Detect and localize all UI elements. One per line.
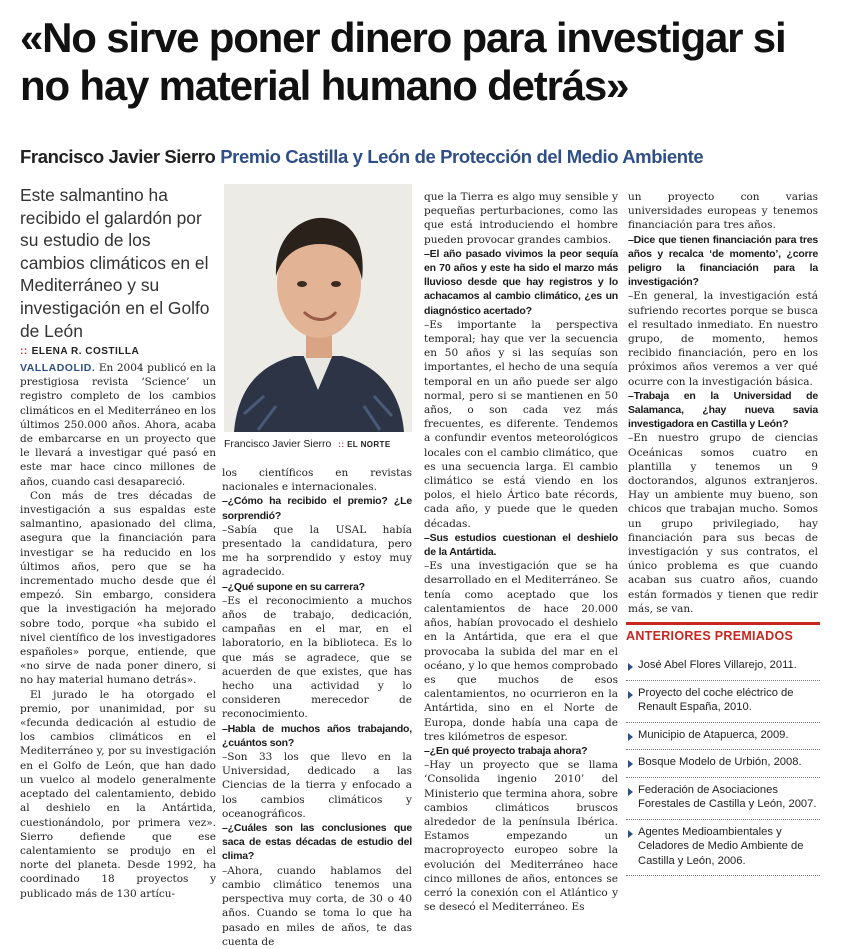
paragraph: El jurado le ha otorgado el premio, por unanimidad, por su «fecunda dedicación al estudio de los cambios climáticos en el Mediterráneo y, por su investigación en el Golfo de León, que han dado un vuelco al modelo generalmente aceptado del calentamiento, debido al deshielo en la Antártida, cuestionándolo, por primera vez». Sierro defiende que ese calentamiento se produjo en el norte del planeta. Desde 1992, ha coordinado 18 proyectos y publicado más de 130 artícu- [20,688,216,900]
portrait-photo [224,184,412,432]
interview-answer: –En nuestro grupo de ciencias Oceánicas somos cuatro en plantilla y tenemos un 9 doctorandos, algunos extranjeros. Hay un ambiente muy bueno, son chicos que trabajan mucho. Somos un grupo privilegiado, hay financiación para sus becas de investigación y sus contratos, el único problema es que cuando acaban sus cuatro años, cuando están formados y tienen que redir más, se van. [628,432,818,615]
interview-answer: –Es el reconocimiento a muchos años de trabajo, dedicación, campañas en el mar, en el laboratorio, en la biblioteca. Es lo que más se agradece, que se acuerden de que existes, que has hecho una actividad y lo consideren merecedor de reconocimiento. [222,594,412,721]
separator-icon: :: [20,346,28,357]
photo-credit: EL NORTE [347,440,391,449]
interview-answer: –Ahora, cuando hablamos del cambio climático tenemos una perspectiva muy corta, de 30 o 40 años. Cuando se toma lo que ha pasado en miles de años, te das cuenta de [222,864,412,948]
winner-item: Proyecto del coche eléctrico de Renault España, 2010. [626,681,820,723]
winner-item: Federación de Asociaciones Forestales de Castilla y León, 2007. [626,778,820,820]
interview-question: –¿En qué proyecto trabaja ahora? [424,744,588,757]
winner-item: Bosque Modelo de Urbión, 2008. [626,750,820,778]
interview-question: –¿Cuáles son las conclusiones que saca de estas décadas de estudio del clima? [222,822,412,863]
interview-answer: –Sabía que la USAL había presentado la candidatura, pero me ha sorprendido y estoy muy agradecido. [222,523,412,579]
sidebar-title: ANTERIORES PREMIADOS [626,622,820,643]
previous-winners-sidebar [626,622,820,876]
author-line [20,346,220,357]
deck-summary: Este salmantino ha recibido el galardón por su estudio de los cambios climáticos en el Mediterráneo y su investigación en el Golfo de León [20,185,210,341]
interview-question: –Dice que tienen financiación para tres años y recalca ‘de momento’, ¿corre peligro la financiación para la investigación? [628,233,818,289]
winner-item: Agentes Medioambientales y Celadores de Medio Ambiente de Castilla y León, 2006. [626,820,820,877]
article-column-1 [20,361,216,901]
byline-name: Francisco Javier Sierro [20,146,216,167]
interview-answer: –Son 33 los que llevo en la Universidad, dedicado a las Ciencias de la tierra y enfocado a los cambios climáticos y oceanográficos. [222,751,412,820]
winner-item: José Abel Flores Villarejo, 2011. [626,653,820,681]
interview-question: –¿Cómo ha recibido el premio? ¿Le sorprendió? [222,495,412,522]
interview-question: –Habla de muchos años trabajando, ¿cuántos son? [222,722,412,749]
paragraph: Con más de tres décadas de investigación a sus espaldas este salmantino, apasionado del clima, asegura que la financiación para investigar se ha reducido en los últimos años, pero que se ha incrementado mucho desde que él empezó. Sin embargo, considera que la investigación ha mejorado sobre todo, porque «ha subido el nivel científico de los investigadores españoles» porque, entiende, que «no sirve de nada poner dinero, si no hay material humano detrás». [20,489,216,687]
paragraph: un proyecto con varias universidades europeas y tenemos financiación para tres años. [628,191,818,232]
byline-award: Premio Castilla y León de Protección del Medio Ambiente [220,146,704,167]
article-column-4 [628,190,818,615]
dateline: VALLADOLID. [20,362,96,374]
photo-caption [224,438,412,450]
author-name: ELENA R. COSTILLA [31,346,140,357]
interview-question: –Trabaja en la Universidad de Salamanca, ¿hay nueva savia investigadora en Castilla y León? [628,389,818,431]
interview-answer: –Es importante la perspectiva temporal; hay que ver la secuencia en 50 años y si las sequías son importantes, el hecho de una sequía temporal en un año puede ser algo normal, pero si se mantienen en 50 años, o son cada vez más frecuentes, es diferente. Tendemos a confundir eventos meteorológicos locales con el cambio climático, que es una secuencia larga. El cambio climático se está viendo en los polos, el hielo Ártico bate récords, cada año, y puede que le queden décadas. [424,318,618,530]
interview-question: –¿Qué supone en su carrera? [222,580,365,593]
interview-question: –Sus estudios cuestionan el deshielo de la Antártida. [424,531,618,559]
portrait-image [224,184,412,432]
paragraph: que la Tierra es algo muy sensible y pequeñas perturbaciones, como las que está introduciendo el hombre pueden provocar grandes cambios. [424,191,618,246]
interview-answer: –En general, la investigación está sufriendo recortes porque se busca el resultado inmediato. En nuestro grupo, de momento, hemos recibido financiación, pero en los próximos años veremos a ver qué ocurre con la investigación básica. [628,290,818,388]
byline [20,146,830,168]
paragraph: En 2004 publicó en la prestigiosa revista ‘Science’ un registro completo de los cambios climáticos en el Mediterráneo en los últimos 250.000 años. Ahora, acaba de embarcarse en un proyecto que le llevará a investigar qué pasó en este mar hace cinco millones de años, cuando casi desapareció. [20,362,216,488]
separator-icon: :: [338,440,345,449]
interview-question: –El año pasado vivimos la peor sequía en 70 años y este ha sido el marzo más lluvioso desde que hay registros y lo achacamos al cambio climático, ¿es un diagnóstico acertado? [424,247,618,317]
interview-answer: –Hay un proyecto que se llama ‘Consolida ingenio 2010’ del Ministerio que termina ahora, sobre cambios climáticos bruscos alrededor de la península Ibérica. Estamos empezando un macroproyecto europeo sobre la evolución del Mediterráneo hace cinco millones de años, entonces se cerró la conexión con el Atlántico y se desecó el Mediterráneo. Es [424,759,618,914]
interview-answer: –Es una investigación que se ha desarrollado en el Mediterráneo. Se tenía como aceptado que los calentamientos de hace 20.000 años, habían provocado el deshielo en la Antártida, que era el que provocaba la subida del mar en el océano, y lo que hemos comprobado es que muchos de esos calentamientos, no ocurrieron en la Antártida, sino en el Norte de Europa, donde había una capa de tres kilómetros de espesor. [424,560,618,743]
winner-item: Municipio de Atapuerca, 2009. [626,723,820,751]
caption-text: Francisco Javier Sierro [224,438,332,450]
winners-list [626,653,820,876]
article-column-2 [222,466,412,948]
headline: «No sirve poner dinero para investigar si no hay material humano detrás» [20,14,786,109]
paragraph: los científicos en revistas nacionales e internacionales. [222,467,412,494]
article-column-3 [424,190,618,914]
